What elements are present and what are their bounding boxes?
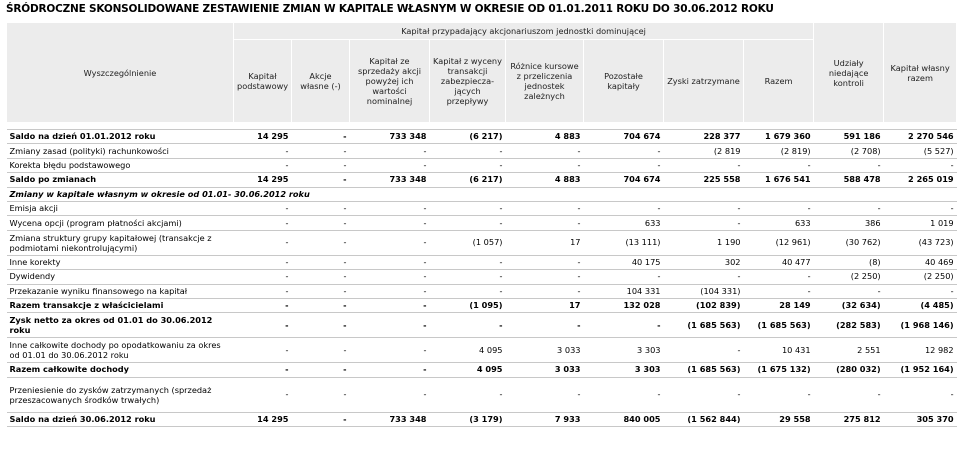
cell-value: (1 685 563) (664, 313, 744, 338)
cell-value: - (814, 158, 884, 172)
cell-value: 40 469 (884, 255, 957, 269)
cell-value: 104 331 (584, 284, 664, 298)
cell-value: - (506, 270, 584, 284)
cell-value: - (292, 363, 350, 377)
cell-value: (13 111) (584, 230, 664, 255)
table-row (7, 216, 957, 230)
cell-value: - (506, 201, 584, 215)
cell-value: 29 558 (744, 412, 814, 426)
table-row (7, 338, 957, 363)
cell-value: (1 952 164) (884, 363, 957, 377)
cell-value: 4 095 (430, 338, 506, 363)
cell-value: 733 348 (350, 130, 430, 144)
row-label: Zmiana struktury grupy kapitałowej (transakcje z podmiotami niekontrolującymi) (7, 230, 234, 255)
cell-value: - (234, 363, 292, 377)
cell-value: - (234, 284, 292, 298)
table-row (7, 201, 957, 215)
row-label: Saldo po zmianach (7, 173, 234, 187)
cell-value: 1 019 (884, 216, 957, 230)
cell-value: - (292, 158, 350, 172)
cell-value: - (350, 201, 430, 215)
cell-value: 10 431 (744, 338, 814, 363)
cell-value: - (430, 284, 506, 298)
equity-changes-table (6, 22, 957, 427)
cell-value: - (814, 201, 884, 215)
cell-value: 386 (814, 216, 884, 230)
header-total-equity: Kapitał własny razem (884, 23, 957, 123)
cell-value: - (744, 158, 814, 172)
cell-value: - (350, 363, 430, 377)
header-treasury-shares: Akcje własne (-) (292, 40, 350, 123)
cell-value: - (350, 298, 430, 312)
cell-value: (1 057) (430, 230, 506, 255)
cell-value: - (350, 144, 430, 158)
cell-value: - (350, 338, 430, 363)
cell-value: - (664, 201, 744, 215)
cell-value: (104 331) (664, 284, 744, 298)
cell-value: 228 377 (664, 130, 744, 144)
cell-value: - (234, 201, 292, 215)
row-label: Zmiany w kapitale własnym w okresie od 01.01- 30.06.2012 roku (7, 187, 957, 201)
cell-value: - (292, 377, 350, 412)
cell-value: (2 250) (884, 270, 957, 284)
row-label: Zmiany zasad (polityki) rachunkowości (7, 144, 234, 158)
cell-value: (280 032) (814, 363, 884, 377)
cell-value: (2 819 (664, 144, 744, 158)
row-label: Emisja akcji (7, 201, 234, 215)
cell-value: - (292, 201, 350, 215)
cell-value: (1 968 146) (884, 313, 957, 338)
cell-value: 588 478 (814, 173, 884, 187)
cell-value: 733 348 (350, 173, 430, 187)
cell-value: - (506, 158, 584, 172)
report-title: ŚRÓDROCZNE SKONSOLIDOWANE ZESTAWIENIE ZMIAN W KAPITALE WŁASNYM W OKRESIE OD 01.01.2011 ROKU DO 30.06.2012 ROKU (6, 3, 774, 15)
row-label: Saldo na dzień 30.06.2012 roku (7, 412, 234, 426)
table-row (7, 284, 957, 298)
cell-value: 275 812 (814, 412, 884, 426)
cell-value: - (234, 298, 292, 312)
table-row (7, 173, 957, 187)
cell-value: - (506, 284, 584, 298)
cell-value: - (884, 201, 957, 215)
table-row (7, 230, 957, 255)
cell-value: - (292, 270, 350, 284)
cell-value: - (664, 377, 744, 412)
cell-value: (1 095) (430, 298, 506, 312)
cell-value: - (884, 158, 957, 172)
cell-value: - (292, 412, 350, 426)
header-subtotal: Razem (744, 40, 814, 123)
cell-value: 14 295 (234, 130, 292, 144)
cell-value: - (430, 255, 506, 269)
header-fx-differences: Różnice kursowe z przeliczenia jednostek zależnych (506, 40, 584, 123)
cell-value: 4 883 (506, 173, 584, 187)
cell-value: 633 (584, 216, 664, 230)
header-hedge-reserve: Kapitał z wyceny transakcji zabezpiecza-jących przepływy (430, 40, 506, 123)
cell-value: 591 186 (814, 130, 884, 144)
row-label: Dywidendy (7, 270, 234, 284)
cell-value: - (664, 270, 744, 284)
cell-value: 4 095 (430, 363, 506, 377)
cell-value: - (584, 201, 664, 215)
cell-value: - (430, 158, 506, 172)
row-label: Przeniesienie do zysków zatrzymanych (sprzedaż przeszacowanych środków trwałych) (7, 377, 234, 412)
row-label: Inne korekty (7, 255, 234, 269)
cell-value: - (234, 158, 292, 172)
cell-value: 2 270 546 (884, 130, 957, 144)
cell-value: (2 250) (814, 270, 884, 284)
header-share-premium: Kapitał ze sprzedaży akcji powyżej ich wartości nominalnej (350, 40, 430, 123)
header-other-capital: Pozostałe kapitały (584, 40, 664, 123)
cell-value: - (234, 216, 292, 230)
cell-value: - (506, 377, 584, 412)
cell-value: 633 (744, 216, 814, 230)
cell-value: 3 303 (584, 363, 664, 377)
cell-value: - (350, 377, 430, 412)
cell-value: (6 217) (430, 130, 506, 144)
cell-value: (30 762) (814, 230, 884, 255)
cell-value: - (744, 270, 814, 284)
cell-value: - (234, 338, 292, 363)
cell-value: - (292, 298, 350, 312)
cell-value: - (430, 270, 506, 284)
cell-value: 7 933 (506, 412, 584, 426)
table-row (7, 363, 957, 377)
cell-value: - (234, 270, 292, 284)
cell-value: (1 675 132) (744, 363, 814, 377)
cell-value: 3 033 (506, 363, 584, 377)
cell-value: - (744, 284, 814, 298)
row-label: Saldo na dzień 01.01.2012 roku (7, 130, 234, 144)
cell-value: - (814, 284, 884, 298)
cell-value: - (430, 201, 506, 215)
cell-value: 704 674 (584, 130, 664, 144)
cell-value: (282 583) (814, 313, 884, 338)
cell-value: 704 674 (584, 173, 664, 187)
table-row (7, 270, 957, 284)
cell-value: 28 149 (744, 298, 814, 312)
cell-value: 40 477 (744, 255, 814, 269)
cell-value: 4 883 (506, 130, 584, 144)
header-retained-earnings: Zyski zatrzymane (664, 40, 744, 123)
cell-value: (1 562 844) (664, 412, 744, 426)
cell-value: - (430, 377, 506, 412)
cell-value: (6 217) (430, 173, 506, 187)
cell-value: - (292, 173, 350, 187)
cell-value: - (292, 255, 350, 269)
table-row (7, 377, 957, 412)
cell-value: 1 679 360 (744, 130, 814, 144)
cell-value: - (350, 230, 430, 255)
cell-value: - (584, 144, 664, 158)
table-body (7, 123, 957, 427)
row-label: Razem transakcje z właścicielami (7, 298, 234, 312)
cell-value: (5 527) (884, 144, 957, 158)
cell-value: (2 708) (814, 144, 884, 158)
cell-value: - (664, 158, 744, 172)
cell-value: 1 676 541 (744, 173, 814, 187)
cell-value: - (506, 255, 584, 269)
cell-value: - (350, 255, 430, 269)
table-row (7, 187, 957, 201)
table-row (7, 298, 957, 312)
cell-value: - (292, 284, 350, 298)
cell-value: - (234, 377, 292, 412)
row-label: Przekazanie wyniku finansowego na kapitał (7, 284, 234, 298)
table-row (7, 412, 957, 426)
cell-value: - (664, 338, 744, 363)
cell-value: - (506, 144, 584, 158)
cell-value: (32 634) (814, 298, 884, 312)
table-row (7, 255, 957, 269)
cell-value: (12 961) (744, 230, 814, 255)
cell-value: (8) (814, 255, 884, 269)
cell-value: 840 005 (584, 412, 664, 426)
cell-value: - (584, 377, 664, 412)
cell-value: - (744, 377, 814, 412)
cell-value: - (292, 130, 350, 144)
cell-value: - (234, 144, 292, 158)
cell-value: 3 303 (584, 338, 664, 363)
row-label: Inne całkowite dochody po opodatkowaniu za okres od 01.01 do 30.06.2012 roku (7, 338, 234, 363)
cell-value: - (234, 313, 292, 338)
cell-value: 302 (664, 255, 744, 269)
cell-value: - (506, 313, 584, 338)
cell-value: (1 685 563) (744, 313, 814, 338)
cell-value: - (292, 230, 350, 255)
cell-value: - (584, 270, 664, 284)
cell-value: - (506, 216, 584, 230)
cell-value: - (584, 313, 664, 338)
cell-value: - (234, 255, 292, 269)
cell-value: 40 175 (584, 255, 664, 269)
cell-value: (3 179) (430, 412, 506, 426)
cell-value: - (430, 313, 506, 338)
cell-value: - (350, 313, 430, 338)
cell-value: 12 982 (884, 338, 957, 363)
cell-value: - (350, 158, 430, 172)
spacer-row (7, 123, 957, 130)
row-label: Zysk netto za okres od 01.01 do 30.06.2012 roku (7, 313, 234, 338)
header-nci: Udziały niedające kontroli (814, 23, 884, 123)
cell-value: 305 370 (884, 412, 957, 426)
header-description: Wyszczególnienie (7, 23, 234, 123)
cell-value: (1 685 563) (664, 363, 744, 377)
cell-value: - (350, 270, 430, 284)
row-label: Razem całkowite dochody (7, 363, 234, 377)
cell-value: - (350, 284, 430, 298)
row-label: Wycena opcji (program płatności akcjami) (7, 216, 234, 230)
cell-value: 17 (506, 298, 584, 312)
cell-value: - (292, 144, 350, 158)
cell-value: 733 348 (350, 412, 430, 426)
cell-value: - (430, 144, 506, 158)
cell-value: - (292, 313, 350, 338)
cell-value: - (350, 216, 430, 230)
header-share-capital: Kapitał podstawowy (234, 40, 292, 123)
cell-value: 132 028 (584, 298, 664, 312)
table-row (7, 144, 957, 158)
header-group-parent: Kapitał przypadający akcjonariuszom jednostki dominującej (234, 23, 814, 40)
cell-value: - (584, 158, 664, 172)
cell-value: 17 (506, 230, 584, 255)
cell-value: - (884, 377, 957, 412)
cell-value: 14 295 (234, 173, 292, 187)
cell-value: - (664, 216, 744, 230)
cell-value: - (292, 216, 350, 230)
cell-value: 2 265 019 (884, 173, 957, 187)
cell-value: - (292, 338, 350, 363)
cell-value: (43 723) (884, 230, 957, 255)
table-row (7, 313, 957, 338)
cell-value: (2 819) (744, 144, 814, 158)
cell-value: (4 485) (884, 298, 957, 312)
cell-value: (102 839) (664, 298, 744, 312)
cell-value: 3 033 (506, 338, 584, 363)
cell-value: 225 558 (664, 173, 744, 187)
cell-value: - (234, 230, 292, 255)
cell-value: - (884, 284, 957, 298)
table-row (7, 130, 957, 144)
cell-value: 1 190 (664, 230, 744, 255)
cell-value: - (430, 216, 506, 230)
table-row (7, 158, 957, 172)
cell-value: 2 551 (814, 338, 884, 363)
cell-value: - (814, 377, 884, 412)
cell-value: 14 295 (234, 412, 292, 426)
row-label: Korekta błędu podstawowego (7, 158, 234, 172)
cell-value: - (744, 201, 814, 215)
